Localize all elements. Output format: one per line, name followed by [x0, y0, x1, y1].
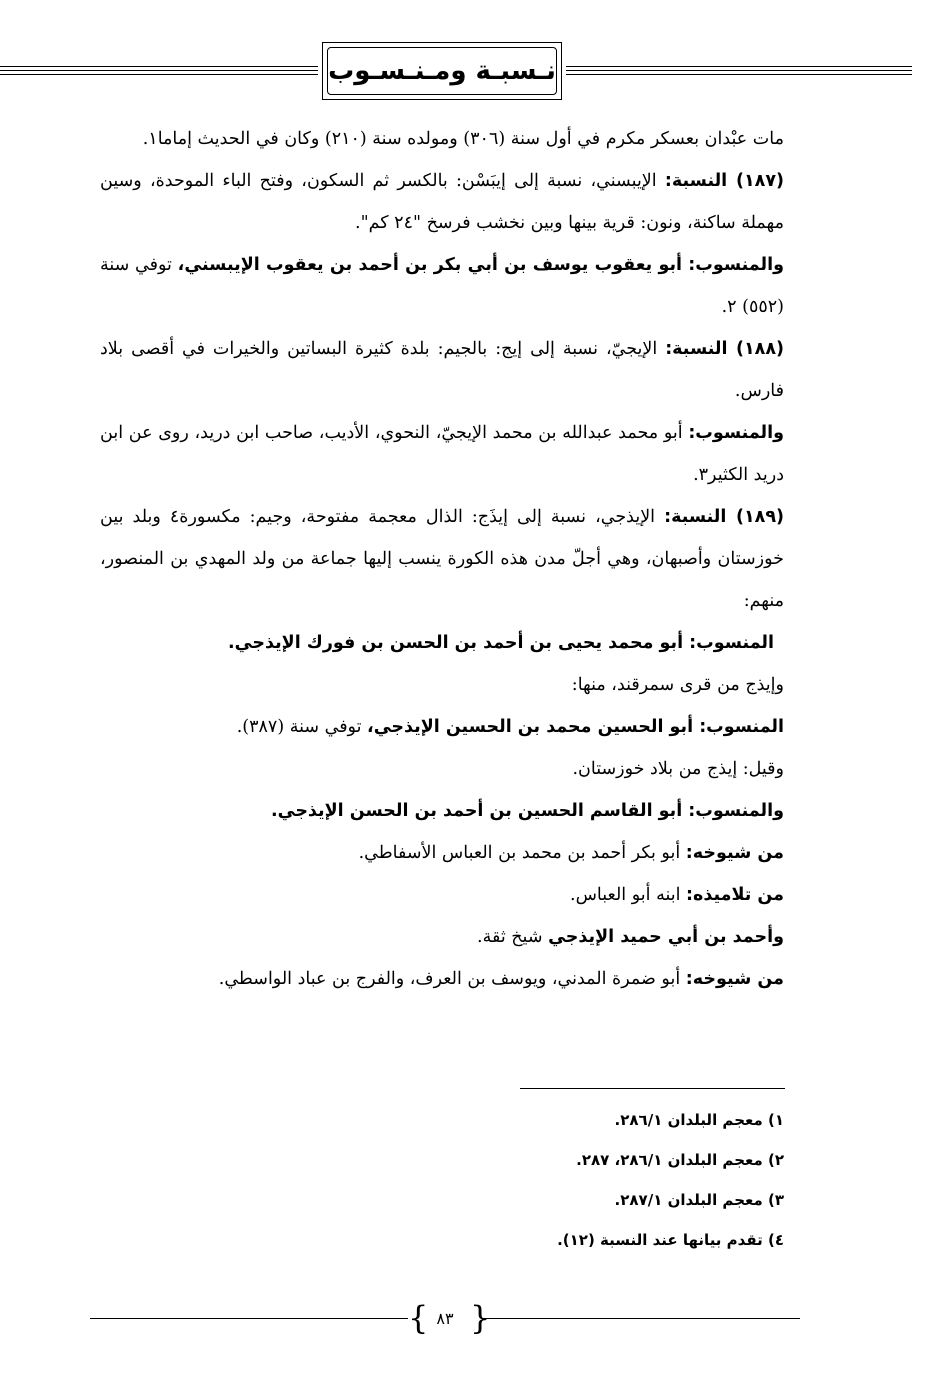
paragraph-lead: من شيوخه:	[685, 843, 784, 863]
paragraph	[100, 790, 784, 832]
paragraph	[100, 496, 784, 622]
paragraph	[100, 118, 784, 160]
paragraph-text: توفي سنة (٥٥٢) ٢.	[100, 255, 784, 317]
paragraph-text: وقيل: إيذج من بلاد خوزستان.	[572, 759, 784, 779]
paragraph-text: ابنه أبو العباس.	[570, 885, 687, 905]
paragraph	[100, 328, 784, 412]
paragraph-text: توفي سنة (٣٨٧).	[236, 717, 368, 737]
footer-rule-left	[90, 1318, 408, 1319]
paragraph	[100, 412, 784, 496]
left-brace-icon: {	[408, 1299, 429, 1337]
paragraph-lead: (١٨٨) النسبة:	[665, 339, 784, 359]
right-brace-icon: }	[470, 1299, 491, 1337]
header-rule-left-3	[0, 74, 318, 75]
paragraph-lead: المنسوب: أبو الحسين محمد بن الحسين الإيذجي،	[367, 717, 784, 737]
paragraph-lead: (١٨٧) النسبة:	[664, 171, 785, 191]
page-footer	[0, 1300, 928, 1340]
paragraph-text: الإيبسني، نسبة إلى إيبَسْن: بالكسر ثم السكون، وفتح الباء الموحدة، وسين مهملة ساكنة، ونون: قرية بينها وبين نخشب فرسخ "٢٤ كم".	[100, 171, 784, 233]
paragraph-lead: وأحمد بن أبي حميد الإيذجي	[548, 927, 784, 947]
page-header	[0, 42, 928, 102]
header-rule-right-3	[566, 74, 912, 75]
footnote: ٣) معجم البلدان ٢٨٧/١.	[614, 1191, 784, 1209]
paragraph	[100, 916, 784, 958]
paragraph	[100, 706, 784, 748]
header-rule-left-1	[0, 66, 318, 67]
paragraph	[100, 958, 784, 1000]
footer-rule-right	[482, 1318, 800, 1319]
page-title: نـسبـة ومـنـسـوب	[327, 47, 557, 95]
paragraph-text: مات عبْدان بعسكر مكرم في أول سنة (٣٠٦) ومولده سنة (٢١٠) وكان في الحديث إماما١.	[142, 129, 784, 149]
paragraph-lead: من تلاميذه:	[686, 885, 784, 905]
paragraph-text: الإيذجي، نسبة إلى إيذَج: الذال معجمة مفتوحة، وجيم: مكسورة٤ وبلد بين خوزستان وأصبهان، وهي أجلّ مدن هذه الكورة ينسب إليها جماعة من ولد المهدي بن المنصور، منهم:	[100, 507, 784, 611]
paragraph-lead: (١٨٩) النسبة:	[664, 507, 784, 527]
header-rule-left-2	[0, 70, 318, 71]
paragraph	[100, 622, 784, 664]
paragraph-lead: المنسوب: أبو محمد يحيى بن أحمد بن الحسن بن فورك الإيذجي.	[228, 633, 774, 653]
paragraph-text: وإيذج من قرى سمرقند، منها:	[571, 675, 784, 695]
paragraph	[100, 874, 784, 916]
body-text	[100, 118, 784, 1000]
paragraph	[100, 160, 784, 244]
header-rule-right-1	[566, 66, 912, 67]
paragraph-lead: والمنسوب:	[688, 423, 784, 443]
footnote-separator	[520, 1088, 785, 1089]
footnote: ٢) معجم البلدان ٢٨٦/١، ٢٨٧.	[576, 1151, 784, 1169]
paragraph-text: الإيجيّ، نسبة إلى إيج: بالجيم: بلدة كثيرة البساتين والخيرات في أقصى بلاد فارس.	[100, 339, 784, 401]
paragraph-lead: والمنسوب: أبو القاسم الحسين بن أحمد بن الحسن الإيذجي.	[270, 801, 784, 821]
paragraph-text: أبو محمد عبدالله بن محمد الإيجيّ، النحوي، الأديب، صاحب ابن دريد، روى عن ابن دريد الكثير٣.	[100, 423, 784, 485]
header-rule-right-2	[566, 70, 912, 71]
paragraph-text: أبو بكر أحمد بن محمد بن العباس الأسفاطي.	[358, 843, 686, 863]
footnote: ١) معجم البلدان ٢٨٦/١.	[614, 1111, 784, 1129]
title-frame	[322, 42, 562, 100]
paragraph	[100, 244, 784, 328]
paragraph-lead: والمنسوب: أبو يعقوب يوسف بن أبي بكر بن أحمد بن يعقوب الإيبسني،	[177, 255, 784, 275]
paragraph	[100, 748, 784, 790]
paragraph-text: أبو ضمرة المدني، ويوسف بن العرف، والفرج بن عباد الواسطي.	[218, 969, 686, 989]
paragraph	[100, 832, 784, 874]
footnotes	[300, 1100, 784, 1260]
paragraph-text: شيخ ثقة.	[477, 927, 549, 947]
footnote: ٤) تقدم بيانها عند النسبة (١٢).	[557, 1231, 784, 1249]
paragraph-lead: من شيوخه:	[685, 969, 784, 989]
page-number: ٨٣	[436, 1308, 454, 1328]
paragraph	[100, 664, 784, 706]
